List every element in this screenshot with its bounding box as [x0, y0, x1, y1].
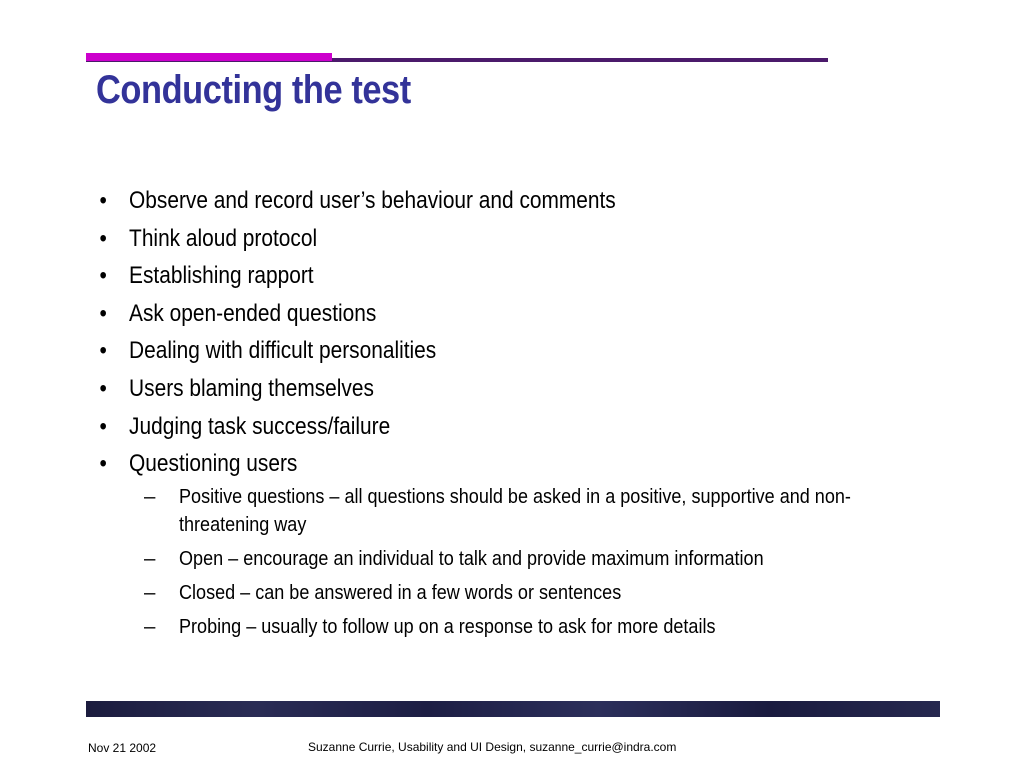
bullet-item [96, 295, 818, 333]
footer-credit: Suzanne Currie, Usability and UI Design, suzanne_currie@indra.com [308, 740, 677, 754]
bullet-item [96, 370, 818, 408]
title-rule-accent [86, 53, 332, 61]
sub-bullet-marker: – [144, 485, 156, 508]
bullet-marker: • [99, 299, 107, 327]
bullet-list [96, 182, 926, 483]
bullet-text: Observe and record user’s behaviour and comments [129, 187, 616, 214]
sub-bullet-text: Closed – can be answered in a few words or sentences [179, 581, 622, 604]
bullet-item [96, 445, 818, 483]
bullet-text: Questioning users [129, 450, 298, 478]
bullet-marker: • [99, 224, 107, 252]
sub-bullet-item [142, 483, 932, 539]
bullet-marker: • [99, 337, 107, 365]
sub-bullet-text: Positive questions – all questions should be asked in a positive, supportive and non-threatening way [179, 485, 851, 536]
sub-bullet-list [142, 483, 932, 647]
bullet-text: Establishing rapport [129, 262, 314, 290]
bullet-marker: • [99, 262, 107, 290]
slide-title: Conducting the test [96, 68, 411, 112]
sub-bullet-text: Open – encourage an individual to talk and provide maximum information [179, 547, 764, 570]
bullet-text: Dealing with difficult personalities [129, 337, 437, 365]
bullet-item [96, 220, 818, 258]
bullet-text: Ask open-ended questions [129, 299, 377, 327]
bullet-item [96, 408, 818, 446]
bullet-text: Users blaming themselves [129, 374, 374, 402]
sub-bullet-marker: – [144, 581, 156, 604]
bullet-text: Think aloud protocol [129, 224, 318, 252]
bullet-item [96, 257, 818, 295]
sub-bullet-item [142, 545, 932, 573]
footer-bar [86, 701, 940, 717]
footer-date: Nov 21 2002 [88, 741, 157, 755]
bullet-marker: • [99, 412, 107, 440]
bullet-marker: • [99, 374, 107, 402]
sub-bullet-text: Probing – usually to follow up on a response to ask for more details [179, 615, 716, 638]
bullet-item [96, 332, 818, 370]
sub-bullet-item [142, 613, 932, 641]
bullet-item [96, 182, 818, 220]
sub-bullet-marker: – [144, 547, 156, 570]
bullet-text: Judging task success/failure [129, 412, 391, 440]
sub-bullet-marker: – [144, 615, 156, 638]
sub-bullet-item [142, 579, 932, 607]
bullet-marker: • [99, 450, 107, 478]
bullet-marker: • [99, 187, 107, 214]
